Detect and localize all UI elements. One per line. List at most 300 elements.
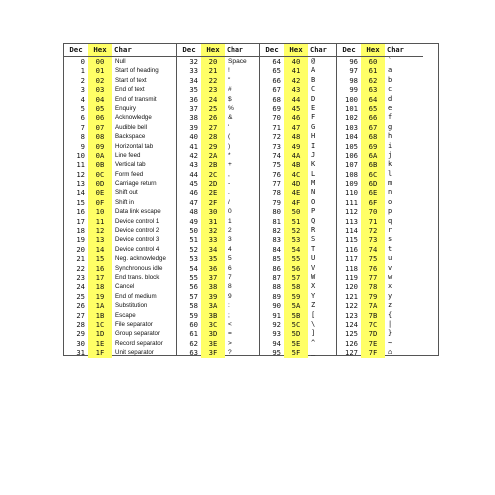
char-value: Group separator (115, 330, 161, 338)
char-value: P (311, 207, 316, 216)
char-value: > (228, 339, 232, 347)
table-row (177, 170, 259, 179)
dec-value: 112 (345, 207, 358, 217)
char-value: l (388, 169, 393, 178)
table-row (337, 311, 423, 320)
dec-value: 0 (80, 57, 85, 66)
hex-value: 75 (361, 254, 385, 263)
char-value: s (388, 235, 393, 244)
table-row (260, 198, 336, 207)
table-row (177, 217, 259, 226)
table-row (337, 123, 423, 132)
char-value: & (228, 114, 233, 122)
dec-value: 50 (189, 226, 198, 236)
dec-value: 126 (345, 338, 358, 348)
dec-value: 9 (80, 141, 85, 151)
table-row (337, 142, 423, 151)
table-row (337, 226, 423, 235)
hex-value: 29 (201, 142, 225, 151)
table-row (337, 76, 423, 85)
hex-value: 18 (88, 282, 112, 291)
table-row (337, 245, 423, 254)
table-row (64, 85, 176, 94)
ascii-table (63, 43, 439, 356)
char-value: I (311, 141, 316, 150)
char-value: z (388, 301, 393, 310)
table-row (177, 301, 259, 310)
table-row (337, 170, 423, 179)
dec-value: 87 (272, 272, 281, 282)
hex-value: 10 (88, 207, 112, 216)
hex-value: 3B (201, 311, 225, 320)
table-row (64, 76, 176, 85)
char-value: D (311, 94, 316, 103)
dec-value: 23 (76, 272, 85, 282)
table-row (64, 245, 176, 254)
hex-value: 79 (361, 292, 385, 301)
hex-value: 0B (88, 160, 112, 169)
char-value: W (311, 272, 316, 281)
table-row (337, 264, 423, 273)
table-row (260, 301, 336, 310)
dec-value: 105 (345, 141, 358, 151)
table-row (64, 282, 176, 291)
dec-value: 84 (272, 244, 281, 254)
hex-value: 08 (88, 132, 112, 141)
char-value: g (388, 122, 393, 131)
dec-value: 63 (189, 348, 198, 358)
hex-value: 45 (284, 104, 308, 113)
char-value: = (228, 330, 232, 338)
hex-value: 69 (361, 142, 385, 151)
table-row (260, 76, 336, 85)
dec-value: 48 (189, 207, 198, 217)
hex-value: 64 (361, 95, 385, 104)
hex-value: 4F (284, 198, 308, 207)
dec-value: 62 (189, 338, 198, 348)
dec-value: 25 (76, 291, 85, 301)
hex-value: 01 (88, 66, 112, 75)
char-value: $ (228, 95, 232, 103)
table-row (260, 264, 336, 273)
column-header-dec: Dec (69, 45, 83, 54)
char-value: Escape (115, 311, 136, 319)
column-header-hex: Hex (361, 44, 385, 56)
hex-value: 13 (88, 235, 112, 244)
dec-value: 58 (189, 301, 198, 311)
char-value: 2 (228, 227, 232, 235)
dec-value: 66 (272, 75, 281, 85)
char-value: " (228, 76, 231, 84)
char-value: k (388, 160, 393, 169)
table-row (177, 348, 259, 357)
hex-value: 65 (361, 104, 385, 113)
hex-value: 19 (88, 292, 112, 301)
dec-value: 110 (345, 188, 358, 198)
char-value: U (311, 254, 316, 263)
table-row (177, 57, 259, 66)
table-row (64, 311, 176, 320)
dec-value: 47 (189, 197, 198, 207)
hex-value: 47 (284, 123, 308, 132)
dec-value: 40 (189, 132, 198, 142)
hex-value: 32 (201, 226, 225, 235)
dec-value: 10 (76, 150, 85, 160)
char-value: M (311, 179, 316, 188)
table-row (337, 235, 423, 244)
char-value: } (388, 329, 393, 338)
char-value: < (228, 320, 232, 328)
char-value: 4 (228, 245, 232, 253)
hex-value: 02 (88, 76, 112, 85)
char-value: Cancel (115, 283, 135, 291)
dec-value: 114 (345, 226, 358, 236)
char-value: N (311, 188, 316, 197)
table-row (64, 170, 176, 179)
hex-value: 38 (201, 282, 225, 291)
hex-value: 23 (201, 85, 225, 94)
hex-value: 66 (361, 113, 385, 122)
char-value: Form feed (115, 170, 144, 178)
char-value: \ (311, 319, 316, 328)
hex-value: 7F (361, 348, 385, 357)
table-row (260, 170, 336, 179)
table-row (64, 348, 176, 357)
column-header-char: Char (114, 45, 132, 54)
hex-value: 28 (201, 132, 225, 141)
hex-value: 5D (284, 329, 308, 338)
dec-value: 70 (272, 113, 281, 123)
dec-value: 14 (76, 188, 85, 198)
table-row (177, 254, 259, 263)
dec-value: 11 (76, 160, 85, 170)
char-value: Unit separator (115, 349, 154, 357)
hex-value: 05 (88, 104, 112, 113)
char-value: f (388, 113, 393, 122)
dec-value: 18 (76, 226, 85, 236)
hex-value: 56 (284, 264, 308, 273)
dec-value: 72 (272, 132, 281, 142)
dec-value: 41 (189, 141, 198, 151)
column-header-hex: Hex (201, 44, 225, 56)
dec-value: 59 (189, 310, 198, 320)
hex-value: 58 (284, 282, 308, 291)
table-row (64, 95, 176, 104)
char-value: Line feed (115, 151, 141, 159)
table-row (177, 339, 259, 348)
table-row (64, 132, 176, 141)
char-value: Record separator (115, 339, 163, 347)
dec-value: 85 (272, 254, 281, 264)
table-row (177, 245, 259, 254)
char-value: Device control 4 (115, 245, 160, 253)
char-value: Space (228, 58, 247, 65)
hex-value: 33 (201, 235, 225, 244)
dec-value: 27 (76, 310, 85, 320)
dec-value: 56 (189, 282, 198, 292)
dec-value: 119 (345, 272, 358, 282)
dec-value: 67 (272, 85, 281, 95)
char-value: : (228, 302, 230, 310)
dec-value: 32 (189, 57, 198, 66)
hex-value: 5A (284, 301, 308, 310)
dec-value: 117 (345, 254, 358, 264)
table-row (177, 123, 259, 132)
hex-value: 34 (201, 245, 225, 254)
dec-value: 20 (76, 244, 85, 254)
char-value: O (311, 197, 316, 206)
dec-value: 95 (272, 348, 281, 358)
table-row (177, 320, 259, 329)
hex-value: 49 (284, 142, 308, 151)
table-row (337, 301, 423, 310)
hex-value: 03 (88, 85, 112, 94)
char-value: Device control 2 (115, 227, 160, 235)
char-value: End of text (115, 86, 145, 94)
dec-value: 26 (76, 301, 85, 311)
char-value: 9 (228, 292, 232, 300)
char-value: C (311, 85, 316, 94)
table-row (177, 282, 259, 291)
table-row (260, 254, 336, 263)
dec-value: 60 (189, 319, 198, 329)
dec-value: 61 (189, 329, 198, 339)
table-row (177, 179, 259, 188)
hex-value: 48 (284, 132, 308, 141)
table-row (260, 226, 336, 235)
header-row (177, 44, 259, 57)
ascii-column-block-2 (177, 44, 260, 358)
hex-value: 5C (284, 320, 308, 329)
char-value: R (311, 226, 316, 235)
table-row (64, 329, 176, 338)
hex-value: 31 (201, 217, 225, 226)
table-row (337, 151, 423, 160)
char-value: L (311, 169, 316, 178)
dec-value: 94 (272, 338, 281, 348)
table-row (260, 320, 336, 329)
table-row (260, 123, 336, 132)
hex-value: 07 (88, 123, 112, 132)
table-row (260, 132, 336, 141)
table-row (260, 245, 336, 254)
table-row (260, 104, 336, 113)
dec-value: 16 (76, 207, 85, 217)
table-row (260, 85, 336, 94)
table-row (64, 235, 176, 244)
dec-value: 121 (345, 291, 358, 301)
dec-value: 79 (272, 197, 281, 207)
hex-value: 73 (361, 235, 385, 244)
hex-value: 20 (201, 57, 225, 66)
table-row (260, 273, 336, 282)
hex-value: 16 (88, 264, 112, 273)
hex-value: 6B (361, 160, 385, 169)
hex-value: 62 (361, 76, 385, 85)
hex-value: 2D (201, 179, 225, 188)
table-row (260, 292, 336, 301)
table-row (337, 57, 423, 66)
char-value: Z (311, 301, 316, 310)
hex-value: 7D (361, 329, 385, 338)
table-row (177, 264, 259, 273)
dec-value: 78 (272, 188, 281, 198)
dec-value: 30 (76, 338, 85, 348)
char-value: Carriage return (115, 180, 157, 188)
header-row (337, 44, 423, 57)
column-header-dec: Dec (182, 45, 196, 54)
table-row (64, 123, 176, 132)
char-value: F (311, 113, 316, 122)
char-value: d (388, 94, 393, 103)
char-value: Backspace (115, 133, 146, 141)
table-row (337, 207, 423, 216)
hex-value: 0E (88, 188, 112, 197)
hex-value: 35 (201, 254, 225, 263)
char-value: End of medium (115, 292, 157, 300)
char-value: / (228, 198, 230, 206)
dec-value: 102 (345, 113, 358, 123)
dec-value: 80 (272, 207, 281, 217)
char-value: J (311, 150, 316, 159)
dec-value: 31 (76, 348, 85, 358)
hex-value: 2F (201, 198, 225, 207)
dec-value: 89 (272, 291, 281, 301)
dec-value: 19 (76, 235, 85, 245)
hex-value: 0C (88, 170, 112, 179)
table-row (260, 160, 336, 169)
hex-value: 52 (284, 226, 308, 235)
hex-value: 63 (361, 85, 385, 94)
char-value: - (228, 180, 231, 188)
hex-value: 42 (284, 76, 308, 85)
hex-value: 30 (201, 207, 225, 216)
hex-value: 76 (361, 264, 385, 273)
char-value: 0 (228, 208, 232, 216)
table-row (64, 57, 176, 66)
char-value: 6 (228, 264, 232, 272)
char-value: x (388, 282, 393, 291)
hex-value: 6F (361, 198, 385, 207)
dec-value: 99 (349, 85, 358, 95)
table-row (177, 273, 259, 282)
dec-value: 54 (189, 263, 198, 273)
char-value: Start of text (115, 76, 147, 84)
table-row (177, 76, 259, 85)
char-value: 8 (228, 283, 232, 291)
table-row (260, 151, 336, 160)
char-value: o (388, 197, 393, 206)
hex-value: 0A (88, 151, 112, 160)
hex-value: 11 (88, 217, 112, 226)
hex-value: 1C (88, 320, 112, 329)
hex-value: 24 (201, 95, 225, 104)
table-row (260, 217, 336, 226)
hex-value: 22 (201, 76, 225, 85)
column-header-char: Char (387, 46, 404, 54)
table-row (177, 132, 259, 141)
dec-value: 68 (272, 94, 281, 104)
char-value: p (388, 207, 393, 216)
hex-value: 53 (284, 235, 308, 244)
table-row (177, 85, 259, 94)
char-value: ~ (388, 338, 393, 347)
table-row (64, 301, 176, 310)
hex-value: 37 (201, 273, 225, 282)
char-value: @ (311, 57, 316, 65)
char-value: Synchronous idle (115, 264, 163, 272)
dec-value: 2 (80, 75, 85, 85)
table-row (177, 151, 259, 160)
table-row (177, 207, 259, 216)
hex-value: 1B (88, 311, 112, 320)
column-header-hex: Hex (88, 44, 112, 56)
dec-value: 90 (272, 301, 281, 311)
hex-value: 68 (361, 132, 385, 141)
table-row (337, 282, 423, 291)
table-row (260, 95, 336, 104)
hex-value: 77 (361, 273, 385, 282)
char-value: ? (228, 349, 232, 357)
hex-value: 36 (201, 264, 225, 273)
char-value: v (388, 263, 393, 272)
table-row (177, 104, 259, 113)
ascii-column-block-3 (260, 44, 337, 358)
hex-value: 44 (284, 95, 308, 104)
table-row (337, 329, 423, 338)
dec-value: 64 (272, 57, 281, 66)
dec-value: 120 (345, 282, 358, 292)
table-row (260, 207, 336, 216)
table-row (64, 113, 176, 122)
table-row (177, 160, 259, 169)
dec-value: 55 (189, 272, 198, 282)
dec-value: 71 (272, 122, 281, 132)
dec-value: 86 (272, 263, 281, 273)
hex-value: 4B (284, 160, 308, 169)
hex-value: 4C (284, 170, 308, 179)
dec-value: 65 (272, 66, 281, 76)
char-value: 5 (228, 255, 232, 263)
hex-value: 5F (284, 348, 308, 357)
table-row (337, 339, 423, 348)
hex-value: 6E (361, 188, 385, 197)
table-row (337, 85, 423, 94)
hex-value: 1A (88, 301, 112, 310)
char-value: G (311, 122, 316, 131)
table-row (177, 142, 259, 151)
char-value: Device control 1 (115, 217, 160, 225)
table-row (64, 207, 176, 216)
dec-value: 77 (272, 179, 281, 189)
char-value: Shift out (115, 189, 138, 197)
dec-value: 22 (76, 263, 85, 273)
table-row (64, 151, 176, 160)
hex-value: 1E (88, 339, 112, 348)
column-header-dec: Dec (265, 45, 279, 54)
dec-value: 1 (80, 66, 85, 76)
char-value: ( (228, 133, 231, 141)
char-value: Device control 3 (115, 236, 160, 244)
dec-value: 6 (80, 113, 85, 123)
header-row (64, 44, 176, 57)
hex-value: 2C (201, 170, 225, 179)
dec-value: 38 (189, 113, 198, 123)
dec-value: 81 (272, 216, 281, 226)
hex-value: 00 (88, 57, 112, 66)
dec-value: 127 (345, 348, 358, 358)
dec-value: 3 (80, 85, 85, 95)
